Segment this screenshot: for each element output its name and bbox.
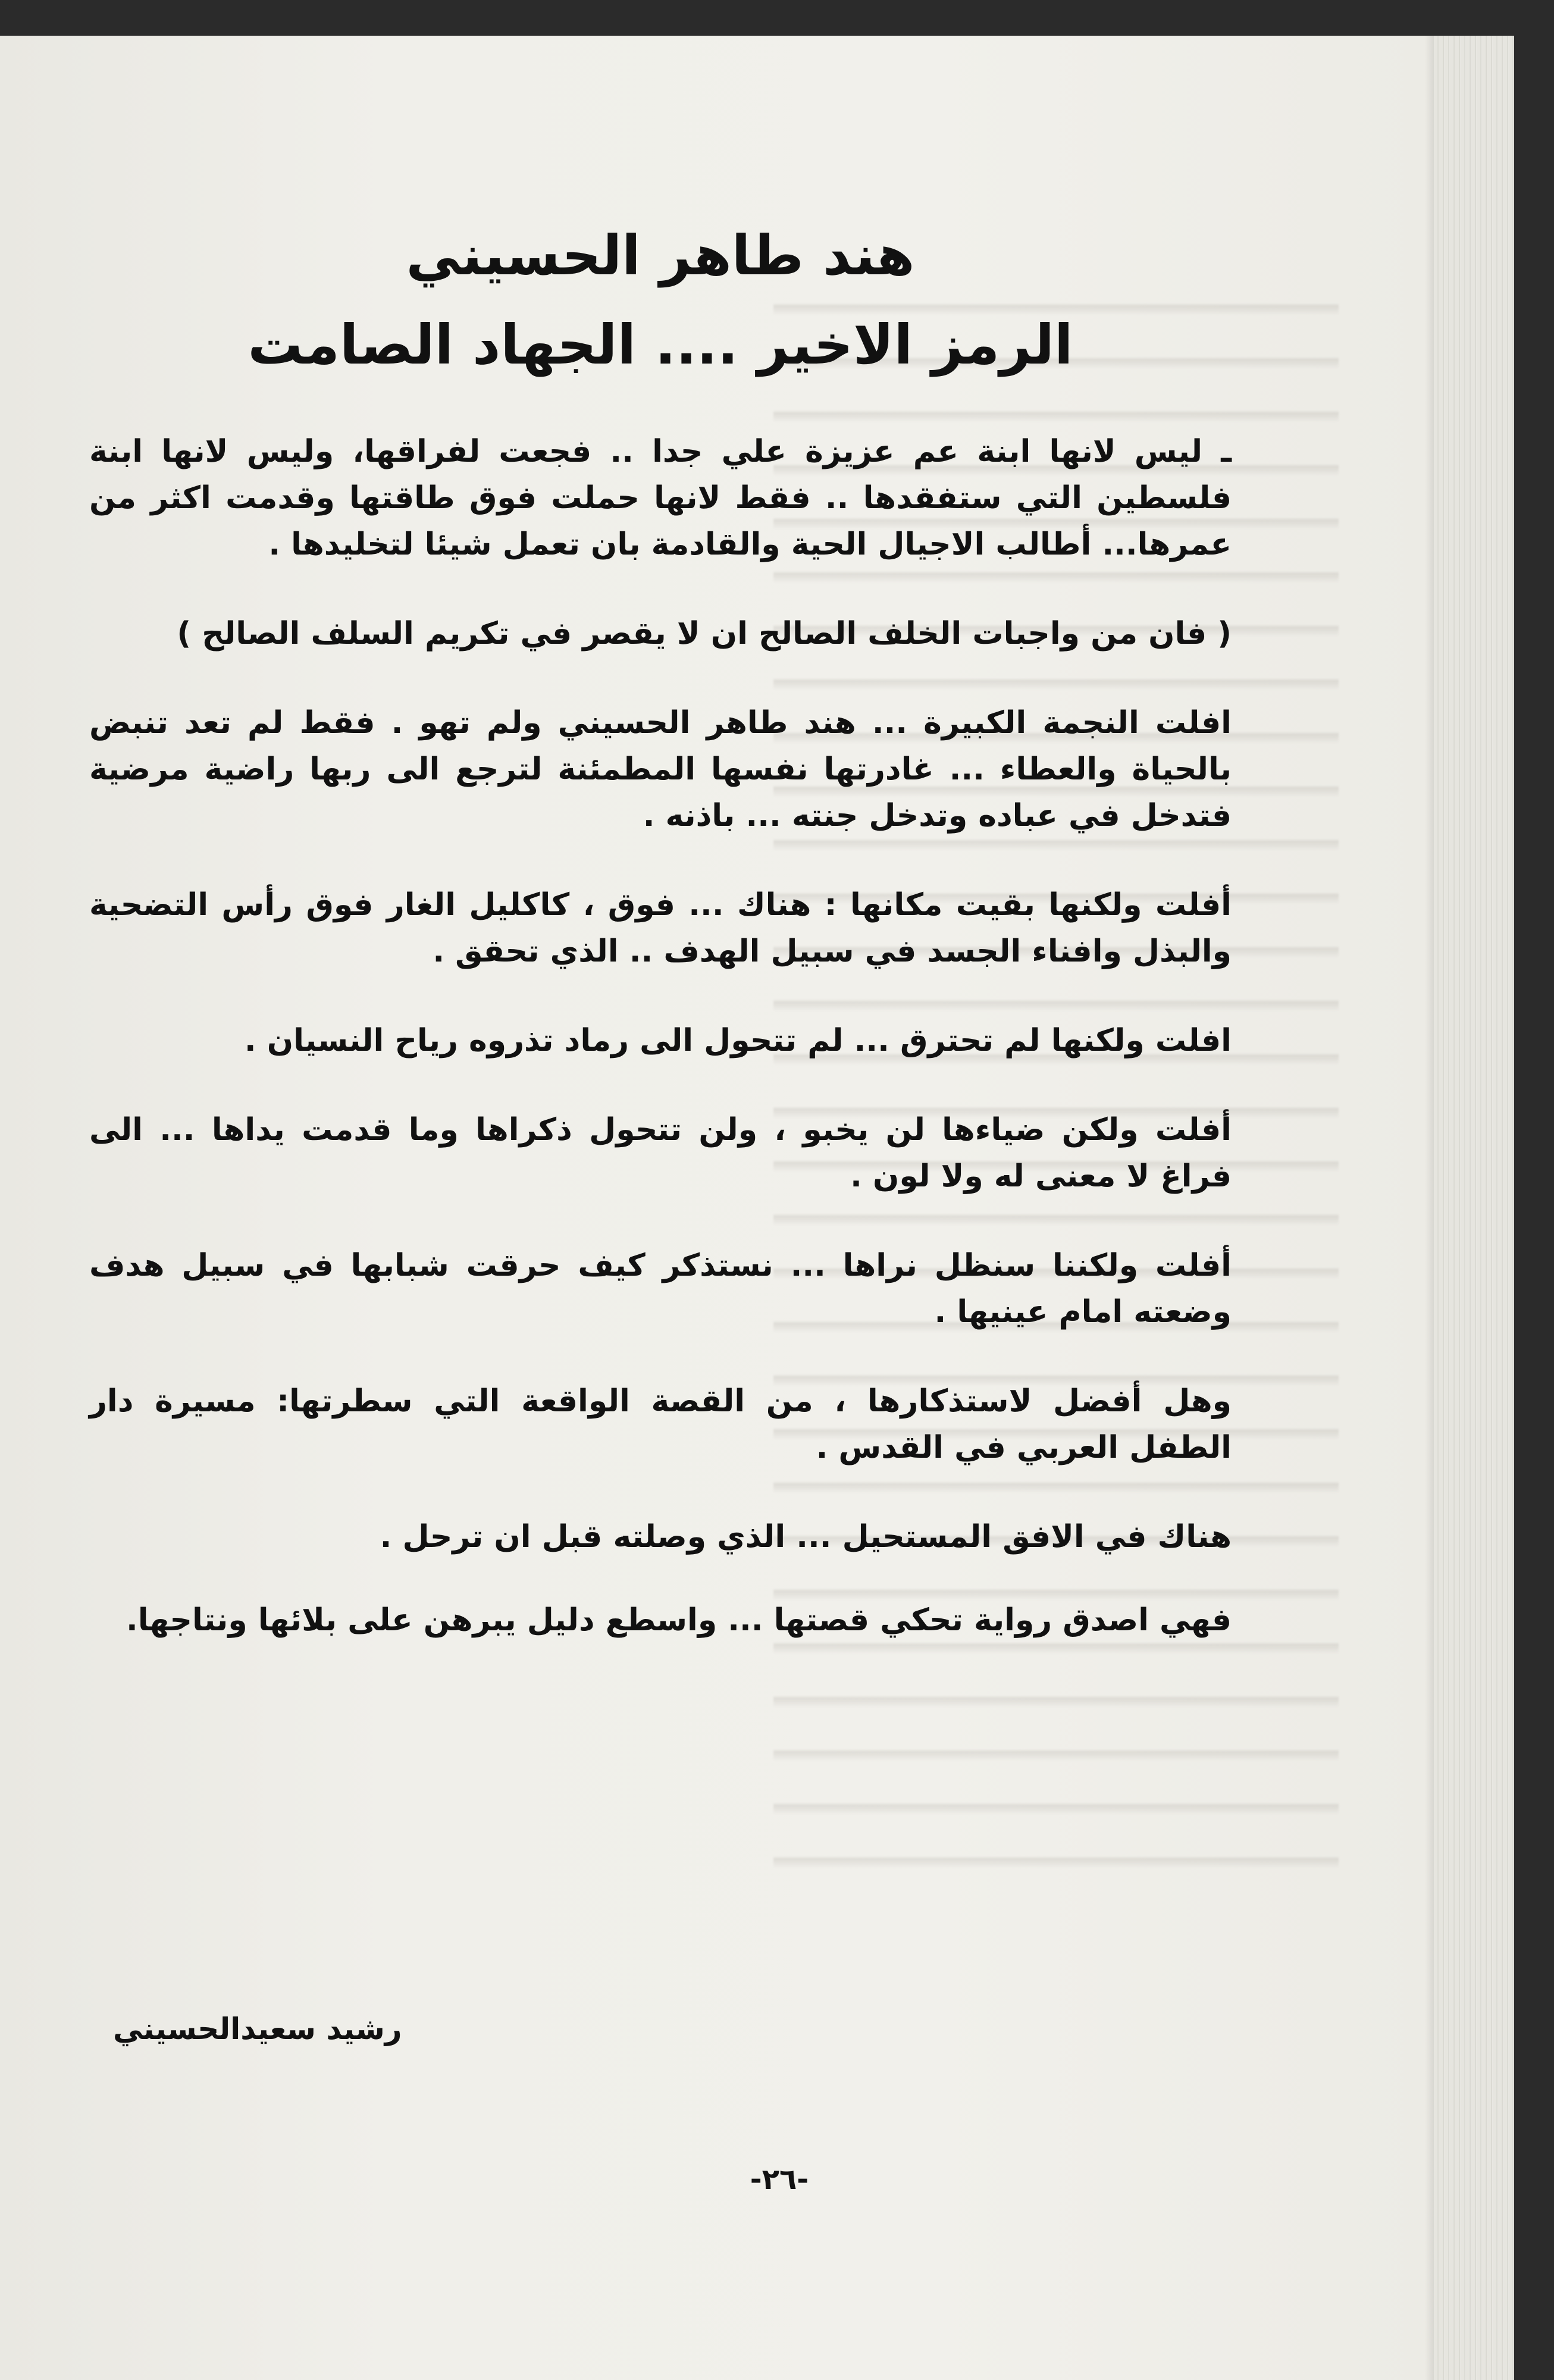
paragraph-3: افلت النجمة الكبيرة ... هند طاهر الحسيني ولم تهو . فقط لم تعد تنبض بالحياة والعطاء ... غادرتها نفسها المطمئنة لترجع الى ربها راضية مرضية فتدخل في عباده وتدخل جنته ... باذنه . <box>89 705 1232 834</box>
title-subtitle: الرمز الاخير .... الجهاد الصامت <box>247 313 1073 377</box>
scan-border-top <box>0 0 1554 36</box>
paragraph-8: وهل أفضل لاستذكارها ، من القصة الواقعة التي سطرتها: مسيرة دار الطفل العربي في القدس . <box>89 1383 1232 1465</box>
author-signature: رشيد سعيدالحسيني <box>113 2012 402 2046</box>
page-number: -٢٦- <box>750 2163 809 2196</box>
article-body <box>89 214 1232 1686</box>
book-page-edges <box>1434 36 1514 2380</box>
paragraph-6: أفلت ولكن ضياءها لن يخبو ، ولن تتحول ذكراها وما قدمت يداها ... الى فراغ لا معنى له ولا لون . <box>89 1112 1232 1194</box>
paragraph-7: أفلت ولكننا سنظل نراها ... نستذكر كيف حرقت شبابها في سبيل هدف وضعته امام عينيها . <box>89 1248 1232 1330</box>
paragraph-10: فهي اصدق رواية تحكي قصتها ... واسطع دليل يبرهن على بلائها ونتاجها. <box>126 1602 1232 1638</box>
title-name: هند طاهر الحسيني <box>406 224 915 287</box>
paragraph-4: أفلت ولكنها بقيت مكانها : هناك ... فوق ، كاكليل الغار فوق رأس التضحية والبذل وافناء الجسد في سبيل الهدف .. الذي تحقق . <box>89 887 1232 969</box>
paragraph-1: ـ ليس لانها ابنة عم عزيزة علي جدا .. فجعت لفراقها، وليس لانها ابنة فلسطين التي ستفقدها .. فقط لانها حملت فوق طاقتها وقدمت اكثر من عمرها... أطالب الاجيال الحية والقادمة بان تعمل شيئا لتخليدها . <box>89 434 1232 562</box>
paragraph-9: هناك في الافق المستحيل ... الذي وصلته قبل ان ترحل . <box>380 1519 1232 1555</box>
paragraph-5: افلت ولكنها لم تحترق ... لم تتحول الى رماد تذروه رياح النسيان . <box>244 1023 1232 1059</box>
scan-border-right <box>1514 0 1554 2380</box>
paragraph-2: ( فان من واجبات الخلف الصالح ان لا يقصر في تكريم السلف الصالح ) <box>177 616 1232 652</box>
